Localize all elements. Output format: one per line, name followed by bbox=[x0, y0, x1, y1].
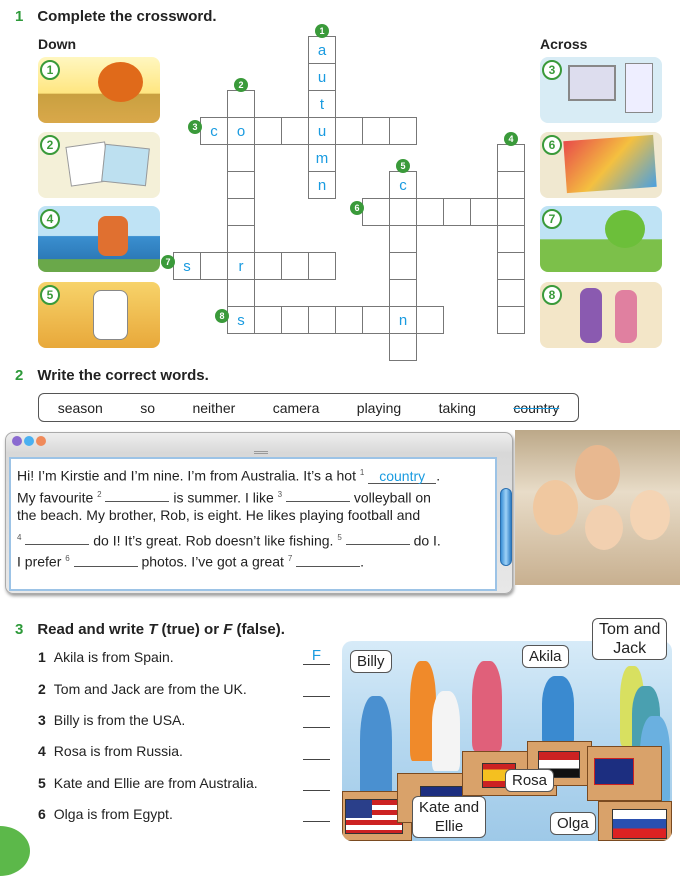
label-olga: Olga bbox=[550, 812, 596, 835]
crossword-cell[interactable]: o bbox=[227, 117, 255, 145]
clue-number-2: 2 bbox=[234, 78, 248, 92]
classroom-illustration bbox=[342, 641, 672, 841]
text: the beach. My brother, Rob, is eight. He likes playing football and bbox=[17, 507, 421, 523]
picture-comics bbox=[540, 132, 662, 198]
page-corner-decoration bbox=[0, 826, 30, 876]
word-bank bbox=[38, 393, 579, 422]
crossword-cell[interactable] bbox=[416, 198, 444, 226]
crossword-cell[interactable]: r bbox=[227, 252, 255, 280]
gap-7[interactable] bbox=[296, 552, 360, 567]
label-tom-jack bbox=[592, 618, 667, 660]
text: is summer. I like bbox=[173, 489, 274, 506]
badge: 8 bbox=[542, 285, 562, 305]
crossword-cell[interactable] bbox=[281, 306, 309, 334]
comic-icon bbox=[563, 135, 656, 193]
badge: 3 bbox=[542, 60, 562, 80]
answer-6[interactable] bbox=[303, 804, 330, 822]
crossword-cell[interactable]: u bbox=[308, 63, 336, 91]
scrollbar-thumb[interactable] bbox=[500, 488, 512, 566]
item-text: Olga is from Egypt. bbox=[53, 806, 173, 822]
crossword-cell[interactable] bbox=[308, 306, 336, 334]
flag-russia bbox=[612, 809, 667, 839]
badge: 6 bbox=[542, 135, 562, 155]
crossword-cell[interactable] bbox=[416, 306, 444, 334]
crossword-cell[interactable]: c bbox=[389, 171, 417, 199]
crossword-cell[interactable] bbox=[227, 198, 255, 226]
crossword-cell[interactable] bbox=[497, 171, 525, 199]
text: Read and write bbox=[37, 621, 149, 638]
family-photo bbox=[515, 430, 680, 585]
text: . bbox=[436, 467, 441, 484]
kid-billy bbox=[360, 696, 392, 806]
tower-icon bbox=[625, 63, 653, 113]
text: do I. bbox=[413, 532, 441, 549]
down-label: Down bbox=[38, 36, 77, 52]
badge: 5 bbox=[40, 285, 60, 305]
crossword-cell[interactable] bbox=[335, 117, 363, 145]
kid-akila bbox=[542, 676, 574, 746]
gap-number: 5 bbox=[337, 532, 342, 542]
gap-5[interactable] bbox=[346, 530, 410, 545]
kid bbox=[472, 661, 502, 751]
picture-shopping bbox=[540, 282, 662, 348]
picture-fishing bbox=[38, 206, 160, 272]
text: Jack bbox=[613, 640, 647, 657]
person-icon bbox=[580, 288, 602, 343]
label-kate-ellie bbox=[412, 796, 486, 838]
gap-number: 6 bbox=[65, 554, 70, 563]
picture-autumn bbox=[38, 57, 160, 123]
gap-number: 4 bbox=[17, 532, 22, 542]
statement-3 bbox=[38, 712, 185, 728]
crossword-cell[interactable] bbox=[227, 279, 255, 307]
crossword-cell[interactable] bbox=[497, 225, 525, 253]
section-number: 1 bbox=[15, 8, 24, 25]
item-text: Tom and Jack are from the UK. bbox=[53, 681, 247, 697]
tree-icon bbox=[605, 210, 645, 248]
gap-number: 7 bbox=[287, 554, 293, 563]
text: I prefer bbox=[17, 553, 62, 570]
gap-1[interactable]: country bbox=[368, 469, 436, 484]
clue-number-7: 7 bbox=[161, 255, 175, 269]
item-number: 5 bbox=[38, 775, 46, 791]
section-number: 2 bbox=[15, 367, 24, 384]
crossword-cell[interactable] bbox=[227, 144, 255, 172]
crossword-cell[interactable] bbox=[497, 198, 525, 226]
text: do I! It’s great. Rob doesn’t like fishing. bbox=[93, 532, 334, 549]
crossword-cell[interactable] bbox=[497, 306, 525, 334]
answer-5[interactable] bbox=[303, 773, 330, 791]
picture-postcards bbox=[38, 132, 160, 198]
crossword-cell[interactable] bbox=[281, 117, 309, 145]
text-line bbox=[17, 505, 489, 527]
crossword-cell[interactable] bbox=[254, 117, 282, 145]
gap-number: 3 bbox=[277, 489, 283, 499]
clue-number-8: 8 bbox=[215, 309, 229, 323]
picture-spring bbox=[540, 206, 662, 272]
text-line bbox=[17, 527, 489, 549]
item-text: Rosa is from Russia. bbox=[53, 743, 183, 759]
text: F bbox=[223, 621, 233, 638]
text: Kate and bbox=[419, 799, 480, 816]
crossword-cell[interactable] bbox=[227, 225, 255, 253]
gap-6[interactable] bbox=[74, 552, 138, 567]
crossword-cell[interactable] bbox=[254, 306, 282, 334]
window-button-blue[interactable] bbox=[24, 436, 34, 446]
text: . bbox=[360, 553, 365, 570]
statement-5 bbox=[38, 775, 258, 791]
resize-grip-icon[interactable] bbox=[254, 451, 268, 454]
crossword-cell[interactable] bbox=[227, 171, 255, 199]
statement-6 bbox=[38, 806, 173, 822]
crossword-cell[interactable]: s bbox=[227, 306, 255, 334]
crossword-cell[interactable] bbox=[389, 333, 417, 361]
item-number: 2 bbox=[38, 681, 46, 697]
badge: 7 bbox=[542, 209, 562, 229]
text: Tom and bbox=[599, 621, 661, 638]
face-icon bbox=[585, 505, 623, 550]
crossword-cell[interactable] bbox=[389, 225, 417, 253]
item-number: 6 bbox=[38, 806, 46, 822]
word-taking: taking bbox=[438, 399, 476, 416]
crossword-cell[interactable]: a bbox=[308, 36, 336, 64]
word-season: season bbox=[57, 399, 103, 416]
face-icon bbox=[533, 480, 578, 535]
face-icon bbox=[630, 490, 670, 540]
gap-3[interactable] bbox=[286, 487, 350, 502]
crossword-cell[interactable] bbox=[470, 198, 498, 226]
badge: 4 bbox=[40, 209, 60, 229]
crossword-cell[interactable] bbox=[497, 279, 525, 307]
crossword-cell[interactable] bbox=[389, 252, 417, 280]
crossword-cell[interactable]: n bbox=[389, 306, 417, 334]
text: My favourite bbox=[17, 489, 94, 506]
crossword-cell[interactable] bbox=[362, 117, 390, 145]
word-so: so bbox=[140, 399, 156, 416]
statement-1 bbox=[38, 649, 174, 665]
crossword-cell[interactable]: s bbox=[173, 252, 201, 280]
crossword-cell[interactable]: t bbox=[308, 90, 336, 118]
section-title: Write the correct words. bbox=[37, 367, 209, 384]
clue-number-3: 3 bbox=[188, 120, 202, 134]
word-neither: neither bbox=[192, 399, 236, 416]
gap-2[interactable] bbox=[105, 487, 169, 502]
crossword-cell[interactable]: m bbox=[308, 144, 336, 172]
label-akila: Akila bbox=[522, 645, 569, 668]
gap-number: 2 bbox=[97, 489, 102, 499]
crossword-cell[interactable] bbox=[335, 306, 363, 334]
text: Ellie bbox=[434, 818, 464, 835]
text: volleyball on bbox=[353, 489, 431, 506]
item-number: 4 bbox=[38, 743, 46, 759]
statement-2 bbox=[38, 681, 247, 697]
label-rosa: Rosa bbox=[505, 769, 554, 792]
answer-1[interactable]: F bbox=[303, 647, 330, 665]
crossword-cell[interactable] bbox=[389, 117, 417, 145]
word-country-crossed: country bbox=[513, 399, 560, 416]
window-button-purple[interactable] bbox=[12, 436, 22, 446]
text: photos. I’ve got a great bbox=[141, 553, 284, 570]
crossword-cell[interactable]: u bbox=[308, 117, 336, 145]
badge: 2 bbox=[40, 135, 60, 155]
picture-computer bbox=[540, 57, 662, 123]
badge: 1 bbox=[40, 60, 60, 80]
tree-icon bbox=[98, 62, 143, 102]
crossword-cell[interactable] bbox=[362, 198, 390, 226]
text-line bbox=[17, 548, 489, 570]
message-text bbox=[9, 457, 497, 591]
clue-number-6: 6 bbox=[350, 201, 364, 215]
gap-number: 1 bbox=[359, 468, 365, 477]
crossword-cell[interactable] bbox=[254, 252, 282, 280]
crossword-cell[interactable] bbox=[443, 198, 471, 226]
section-title bbox=[37, 621, 285, 638]
monitor-icon bbox=[568, 65, 616, 101]
section1-heading bbox=[15, 8, 217, 26]
crossword-cell[interactable]: c bbox=[200, 117, 228, 145]
crossword-cell[interactable] bbox=[227, 90, 255, 118]
crossword-cell[interactable] bbox=[389, 198, 417, 226]
message-window bbox=[5, 432, 513, 594]
section-number: 3 bbox=[15, 621, 24, 638]
text: Hi! I’m Kirstie and I’m nine. I’m from Australia. It’s a hot bbox=[17, 467, 356, 484]
section-title: Complete the crossword. bbox=[37, 8, 217, 25]
picture-cooking bbox=[38, 282, 160, 348]
crossword-cell[interactable] bbox=[362, 306, 390, 334]
person-icon bbox=[615, 290, 637, 343]
answer-4[interactable] bbox=[303, 742, 330, 760]
face-icon bbox=[575, 445, 620, 500]
section3-heading bbox=[15, 621, 285, 639]
item-number: 1 bbox=[38, 649, 46, 665]
clue-number-4: 4 bbox=[504, 132, 518, 146]
crossword-cell[interactable] bbox=[497, 252, 525, 280]
item-text: Akila is from Spain. bbox=[53, 649, 174, 665]
item-number: 3 bbox=[38, 712, 46, 728]
text: (false). bbox=[232, 621, 285, 638]
item-text: Kate and Ellie are from Australia. bbox=[53, 775, 258, 791]
text-line bbox=[17, 462, 489, 484]
text-line bbox=[17, 484, 489, 506]
crossword-cell[interactable] bbox=[281, 252, 309, 280]
text: T bbox=[148, 621, 158, 638]
crossword-cell[interactable] bbox=[308, 252, 336, 280]
answer-2[interactable] bbox=[303, 679, 330, 697]
word-playing: playing bbox=[356, 399, 402, 416]
crossword-cell[interactable] bbox=[497, 144, 525, 172]
crossword-cell[interactable] bbox=[200, 252, 228, 280]
postcard-icon bbox=[101, 144, 150, 186]
clue-number-1: 1 bbox=[315, 24, 329, 38]
person-icon bbox=[98, 216, 128, 256]
statement-4 bbox=[38, 743, 183, 759]
label-billy: Billy bbox=[350, 650, 392, 673]
word-camera: camera bbox=[272, 399, 320, 416]
text: (true) or bbox=[157, 621, 224, 638]
person-icon bbox=[93, 290, 128, 340]
section2-heading bbox=[15, 367, 209, 385]
across-label: Across bbox=[540, 36, 588, 52]
flag-uk bbox=[594, 758, 634, 785]
crossword-cell[interactable]: n bbox=[308, 171, 336, 199]
crossword-grid bbox=[165, 26, 553, 366]
window-button-orange[interactable] bbox=[36, 436, 46, 446]
clue-number-5: 5 bbox=[396, 159, 410, 173]
kid bbox=[432, 691, 460, 771]
gap-4[interactable] bbox=[25, 530, 89, 545]
crossword-cell[interactable] bbox=[389, 279, 417, 307]
flag-usa bbox=[345, 799, 403, 834]
item-text: Billy is from the USA. bbox=[53, 712, 186, 728]
answer-3[interactable] bbox=[303, 710, 330, 728]
